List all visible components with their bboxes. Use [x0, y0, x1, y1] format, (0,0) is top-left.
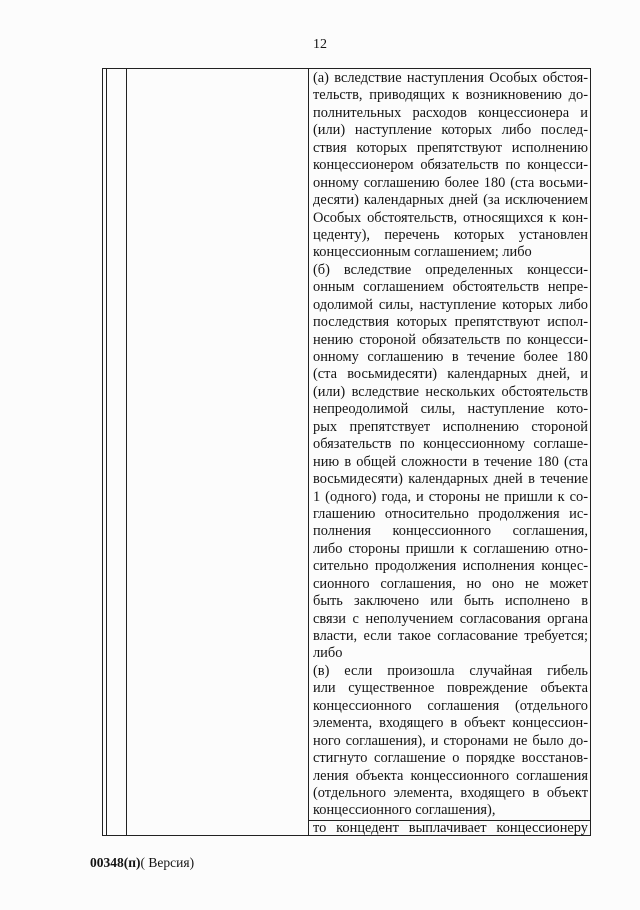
document-code: 00348(п) [90, 855, 141, 870]
text-line: (б) вследствие определенных концесси- [313, 261, 588, 278]
table-left-border [102, 68, 103, 835]
text-line: одолимой силы, наступление которых либо [313, 296, 588, 313]
text-line: элемента, входящего в объект концессион- [313, 715, 588, 732]
text-line: ного соглашения), и сторонами не было до- [313, 732, 588, 749]
text-line: десяти) календарных дней (за исключением [313, 192, 588, 209]
text-line: (отдельного элемента, входящего в объект [313, 784, 588, 801]
text-line: концессионного соглашения), [313, 802, 496, 819]
text-line: рых препятствует исполнению стороной [313, 418, 588, 435]
text-line: (в) если произошла случайная гибель [313, 662, 588, 679]
text-line: глашению относительно продолжения ис- [313, 505, 588, 522]
text-line: концессионным соглашением; либо [313, 244, 532, 261]
text-line: полнительных расходов концессионера и [313, 104, 588, 121]
text-line: полнения концессионного соглашения, [313, 523, 588, 540]
text-line: онному соглашению в течение более 180 [313, 349, 588, 365]
body-text-column [313, 70, 588, 837]
text-line: нию в общей сложности в течение 180 (ста [313, 453, 588, 470]
table-top-border [102, 68, 591, 69]
text-line: тельств, приводящих к возникновению до- [313, 87, 588, 104]
text-line: связи с неполучением согласования органа [313, 610, 588, 627]
text-line: онным соглашением обстоятельств непре- [313, 279, 588, 296]
text-line: (ста восьмидесяти) календарных дней, и [313, 366, 588, 383]
document-version-label: ( Версия) [140, 855, 195, 870]
text-line: непреодолимой силы, наступление кото- [313, 401, 588, 418]
text-line: или существенное повреждение объекта [313, 680, 588, 697]
text-line: сительно продолжения исполнения концес- [313, 558, 588, 575]
text-line: нению стороной обязательств по концесси- [313, 331, 588, 348]
text-line: Особых обстоятельств, относящихся к кон- [313, 209, 588, 226]
footer [90, 855, 194, 871]
table-right-border [590, 68, 591, 835]
text-line: то концедент выплачивает концессионеру [313, 819, 588, 836]
text-line: восьмидесяти) календарных дней в течение [313, 471, 588, 488]
text-line: 1 (одного) года, и стороны не пришли к со- [313, 488, 588, 505]
text-line: концессионного соглашения (отдельного [313, 697, 588, 714]
text-line: онному соглашению более 180 (ста восьми- [313, 174, 588, 191]
text-line: (а) вследствие наступления Особых обстоя- [313, 70, 588, 86]
text-line: обязательств по концессионному соглаше- [313, 436, 588, 453]
text-line: ления объекта концессионного соглашения [313, 767, 588, 784]
text-line: (или) наступление которых либо послед- [313, 122, 588, 139]
text-line: последствия которых препятствуют испол- [313, 314, 588, 331]
text-line: цеденту), перечень которых установлен [313, 226, 588, 243]
text-line: ствия которых препятствуют исполнению [313, 139, 588, 156]
table-left-border-inner [106, 68, 107, 835]
text-line: быть заключено или быть исполнено в [313, 593, 588, 610]
text-line: стигнуто соглашение о порядке восстанов- [313, 750, 588, 767]
text-line: либо стороны пришли к соглашению отно- [313, 540, 588, 557]
text-line: власти, если такое согласование требуется; [313, 628, 588, 644]
text-line: либо [313, 645, 343, 662]
column-divider-1 [126, 68, 127, 835]
text-line: сионного соглашения, но оно не может [313, 575, 588, 592]
text-line: концессионером обязательств по концесси- [313, 157, 588, 174]
column-divider-2 [308, 68, 309, 835]
page-number: 12 [313, 37, 327, 52]
text-line: (или) вследствие нескольких обстоятельств [313, 383, 588, 400]
